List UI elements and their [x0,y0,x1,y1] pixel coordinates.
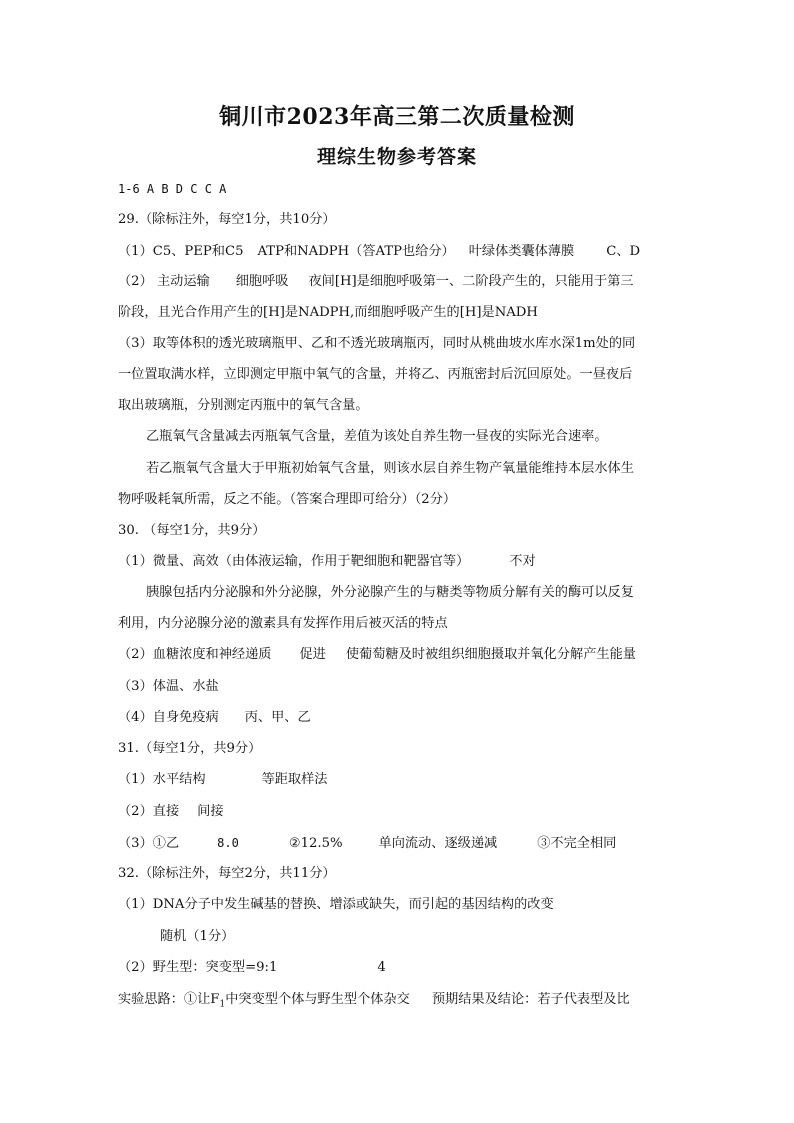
q29-part3-line1: （3）取等体积的透光玻璃瓶甲、乙和不透光玻璃瓶丙，同时从桃曲坡水库水深1m处的同 [118,336,636,351]
q30-part2-c: 使葡萄糖及时被组织细胞摄取并氧化分解产生能量 [345,647,636,662]
page-title: 铜川市2023年高三第二次质量检测 [219,104,575,130]
q32-part1: （1）DNA分子中发生碱基的替换、增添或缺失，而引起的基因结构的改变 [118,897,554,912]
q30-part1 [118,552,536,572]
q32-part3-c: 预期结果及结论：若子代表型及比 [431,992,630,1007]
q29-part2-c: 夜间[H]是细胞呼吸第一、二阶段产生的，只能用于第三 [308,274,634,289]
q29-part1-d: C、D [606,244,641,259]
q29-part3-line2: 一位置取满水样，立即测定甲瓶中氧气的含量，并将乙、丙瓶密封后沉回原处。一昼夜后 [118,367,633,382]
q30-part1-line3: 利用，内分泌腺分泌的激素具有发挥作用后被灭活的特点 [118,616,448,631]
q31-part3-c: ②12.5% [288,836,343,851]
q30-part1-line2: 胰腺包括内分泌腺和外分泌腺，外分泌腺产生的与糖类等物质分解有关的酶可以反复 [146,585,634,600]
q31-part3-d: 单向流动、逐级递减 [378,836,498,851]
q30-part2-b: 促进 [299,647,326,662]
q29-part3-line5: 若乙瓶氧气含量大于甲瓶初始氧气含量，则该水层自养生物产氧量能维持本层水体生 [146,461,634,476]
q30-part3: （3）体温、水盐 [118,679,219,694]
q31-part1-b: 等距取样法 [261,772,328,787]
q32-heading: 32.（除标注外，每空2分，共11分） [118,866,336,881]
q30-part1-b: 不对 [509,554,536,569]
q30-part4-b: 丙、甲、乙 [244,710,311,725]
q30-part2 [118,645,636,665]
q32-part3-subscript: 1 [219,999,226,1010]
q30-part4 [118,708,311,728]
q32-part2-b: 4 [377,960,386,975]
q32-part3-b: 中突变型个体与野生型个体杂交 [225,992,410,1007]
q32-part2-a: （2）野生型：突变型=9:1 [118,960,278,975]
q31-part2 [118,802,224,822]
q30-heading: 30. （每空1分，共9分） [118,523,266,538]
q31-part3-b: 8.0 [217,836,239,850]
q31-part3 [118,833,616,854]
q29-part2-b: 细胞呼吸 [235,274,289,289]
q29-part2-a: （2） 主动运输 [118,274,210,289]
q31-part3-a: （3）①乙 [118,836,180,851]
q29-heading: 29.（除标注外，每空1分，共10分） [118,212,336,227]
q29-part2 [118,272,634,292]
q29-part1 [118,242,640,262]
q31-part1 [118,770,327,790]
page-subtitle: 理综生物参考答案 [316,146,477,168]
q29-part3-line4: 乙瓶氧气含量减去丙瓶氧气含量，差值为该处自养生物一昼夜的实际光合速率。 [146,429,608,444]
q29-part1-c: 叶绿体类囊体薄膜 [468,244,575,259]
q29-part3-line3: 取出玻璃瓶，分别测定丙瓶中的氧气含量。 [118,398,369,413]
q31-part2-b: 间接 [197,804,224,819]
q29-part2-cont: 阶段，且光合作用产生的[H]是NADPH,而细胞呼吸产生的[H]是NADH [118,305,538,320]
q32-part1-b: 随机（1分） [160,929,235,944]
q31-part3-e: ③不完全相同 [537,836,617,851]
q31-part1-a: （1）水平结构 [118,772,206,787]
q29-part1-b: ATP和NADPH（答ATP也给分） [257,244,455,259]
q30-part1-a: （1）微量、高效（由体液运输，作用于靶细胞和靶器官等） [118,554,470,569]
mc-answers: 1-6 A B D C C A [118,182,227,196]
q31-part2-a: （2）直接 [118,804,180,819]
q29-part1-a: （1）C5、PEP和C5 [118,244,244,259]
q29-part3-line6: 物呼吸耗氧所需，反之不能。（答案合理即可给分）（2分） [118,492,457,507]
q30-part2-a: （2）血糖浓度和神经递质 [118,647,272,662]
q32-part3-a: 实验思路：①让F [118,992,220,1007]
q32-part2 [118,958,386,978]
q30-part4-a: （4）自身免疫病 [118,710,219,725]
q31-heading: 31.（每空1分，共9分） [118,741,262,756]
q32-part3 [118,990,630,1015]
